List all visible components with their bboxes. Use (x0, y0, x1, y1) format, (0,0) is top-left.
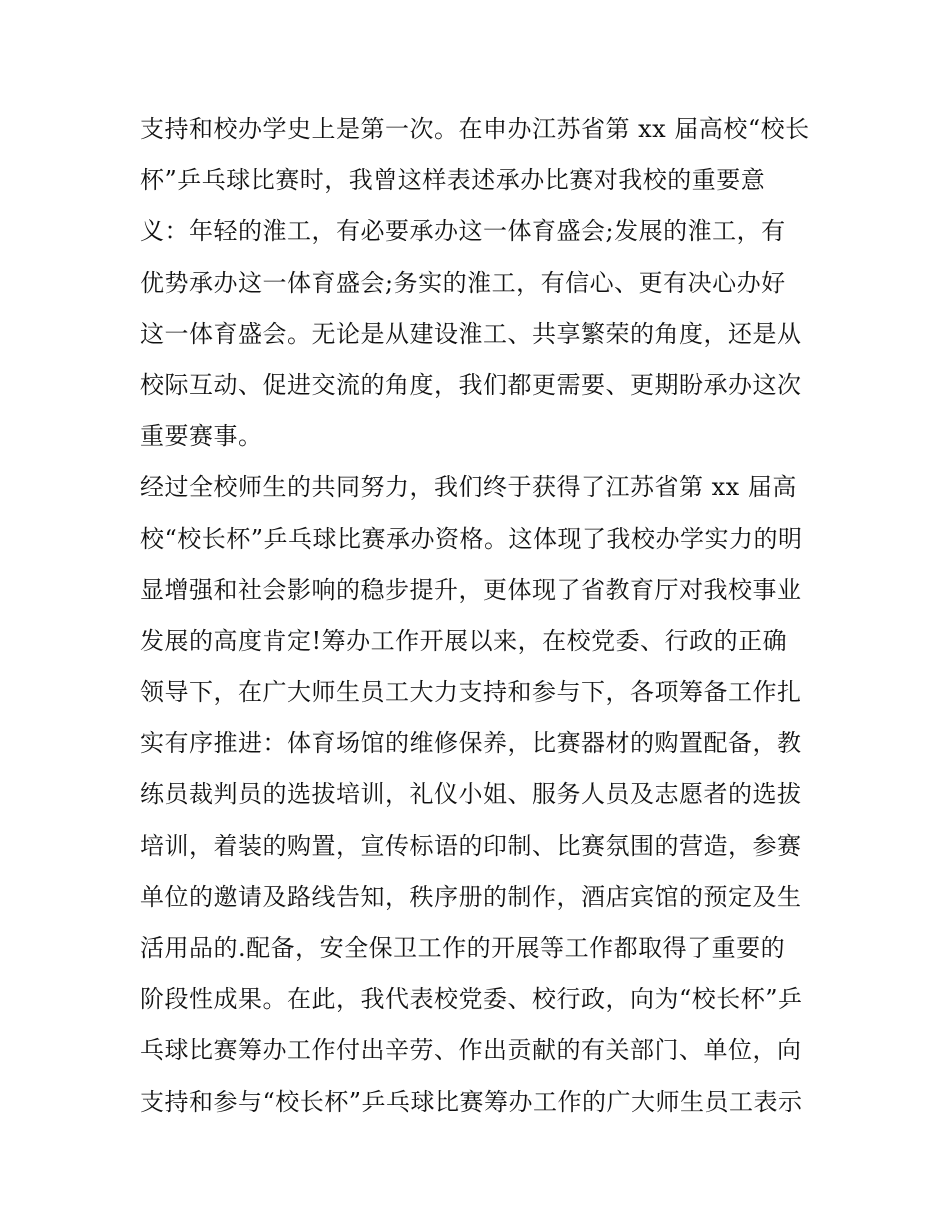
text-line-5: 这一体育盛会。无论是从建设淮工、共享繁荣的角度，还是从 (140, 319, 802, 348)
text-line-18: 阶段性成果。在此，我代表校党委、校行政，向为“校长杯”乒 (140, 985, 803, 1014)
text-line-2: 杯”乒乓球比赛时，我曾这样表述承办比赛对我校的重要意 (140, 166, 766, 195)
text-line-17: 活用品的.配备，安全保卫工作的开展等工作都取得了重要的 (140, 934, 786, 962)
text-line-14: 练员裁判员的选拔培训，礼仪小姐、服务人员及志愿者的选拔 (140, 780, 802, 809)
text-line-16: 单位的邀请及路线告知，秩序册的制作，酒店宾馆的预定及生 (140, 882, 802, 911)
text-line-11: 发展的高度肯定!筹办工作开展以来，在校党委、行政的正确 (140, 626, 788, 655)
text-line-9: 校“校长杯”乒乓球比赛承办资格。这体现了我校办学实力的明 (140, 524, 803, 553)
text-line-19: 乓球比赛筹办工作付出辛劳、作出贡献的有关部门、单位，向 (140, 1036, 802, 1065)
text-line-3: 义：年轻的淮工，有必要承办这一体育盛会;发展的淮工，有 (140, 217, 786, 246)
body-text (140, 104, 820, 1128)
text-line-13: 实有序推进：体育场馆的维修保养，比赛器材的购置配备，教 (140, 729, 802, 758)
text-line-4: 优势承办这一体育盛会;务实的淮工，有信心、更有决心办好 (140, 268, 786, 297)
text-line-10: 显增强和社会影响的稳步提升，更体现了省教育厅对我校事业 (140, 575, 802, 604)
text-line-12: 领导下，在广大师生员工大力支持和参与下，各项筹备工作扎 (140, 678, 802, 707)
text-line-1: 支持和校办学史上是第一次。在申办江苏省第 xx 届高校“校长 (140, 115, 810, 143)
text-line-8: 经过全校师生的共同努力，我们终于获得了江苏省第 xx 届高 (140, 473, 797, 502)
text-line-7: 重要赛事。 (140, 422, 263, 451)
text-line-6: 校际互动、促进交流的角度，我们都更需要、更期盼承办这次 (140, 370, 802, 399)
text-line-15: 培训，着装的购置，宣传标语的印制、比赛氛围的营造，参赛 (140, 831, 802, 860)
text-line-20: 支持和参与“校长杯”乒乓球比赛筹办工作的广大师生员工表示 (140, 1087, 803, 1116)
